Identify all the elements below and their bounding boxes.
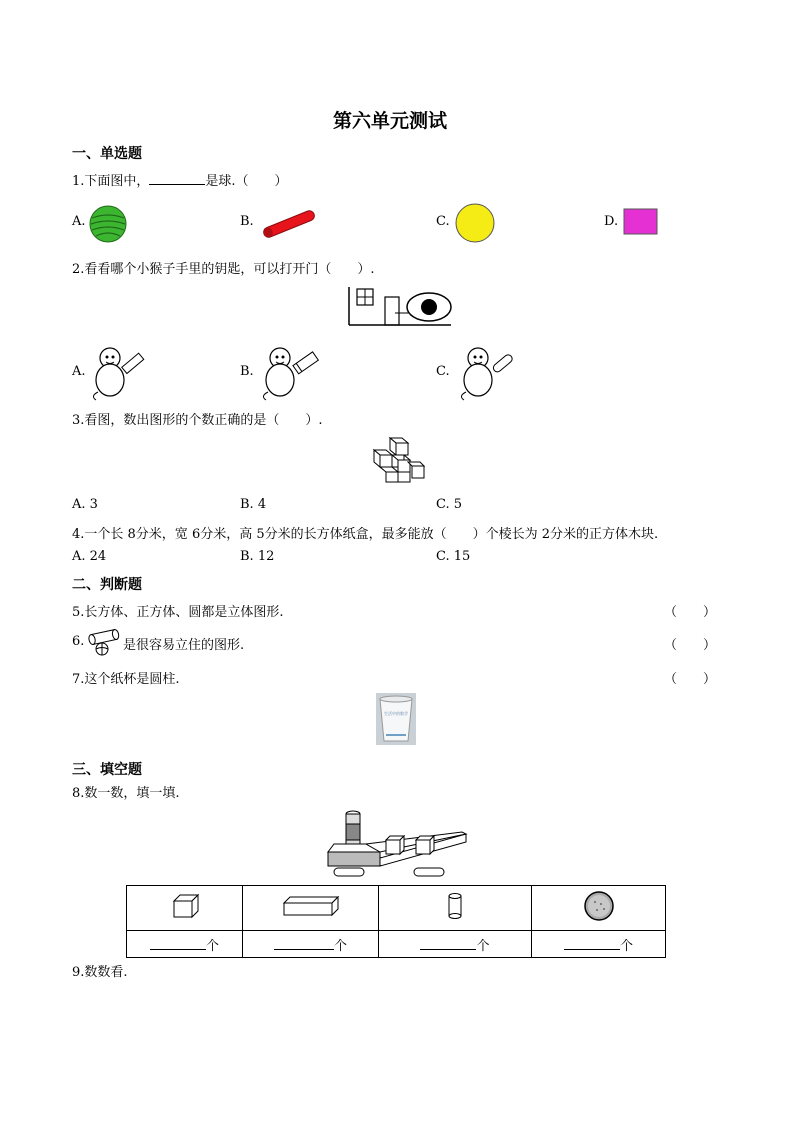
section-heading-3: 三、填空题 — [72, 762, 142, 778]
q3-option-c[interactable]: C. 5 — [436, 497, 463, 512]
question-4: 4.一个长 8分米，宽 6分米，高 5分米的长方体纸盒，最多能放（ ）个棱长为 2分米的正方体木块. — [72, 527, 659, 542]
cuboid-count-unit: 个 — [333, 938, 347, 954]
cell-cube — [127, 886, 243, 931]
red-stick-icon — [258, 206, 320, 242]
question-1-blank[interactable] — [149, 172, 205, 185]
q1-option-b-label: B. — [240, 214, 254, 229]
cube-count-unit: 个 — [205, 938, 219, 954]
magenta-square-icon — [623, 208, 659, 236]
question-7-answer-paren[interactable]: （ ） — [664, 672, 717, 687]
cell-cuboid — [243, 886, 379, 931]
monkey-with-key-icon — [88, 346, 146, 401]
cart-with-shapes-icon — [326, 808, 468, 880]
stacked-cubes-icon — [370, 436, 426, 484]
q1-option-c-label: C. — [436, 214, 450, 229]
question-6-text: 是很容易立住的图形. — [123, 638, 245, 653]
cube-icon — [170, 893, 200, 919]
q4-option-a[interactable]: A. 24 — [72, 549, 107, 564]
door-keyhole-icon — [347, 285, 453, 327]
question-1-text-post: 是球.（ ） — [205, 174, 288, 189]
cylinder-icon — [447, 892, 463, 920]
cube-count — [127, 931, 243, 958]
sphere-count-unit: 个 — [619, 938, 633, 954]
monkey-with-key-icon-3 — [456, 346, 518, 401]
question-5: 5.长方体、正方体、圆都是立体图形. — [72, 605, 284, 620]
question-6-number: 6. — [72, 634, 85, 649]
question-9: 9.数数看. — [72, 965, 128, 980]
q3-option-a[interactable]: A. 3 — [72, 497, 98, 512]
q2-option-c-label: C. — [436, 364, 450, 379]
question-5-answer-paren[interactable]: （ ） — [664, 605, 717, 620]
sphere-count — [532, 931, 666, 958]
q4-option-b[interactable]: B. 12 — [240, 549, 275, 564]
q1-option-a-label: A. — [72, 214, 86, 229]
cuboid-count — [243, 931, 379, 958]
section-heading-2: 二、判断题 — [72, 577, 142, 593]
cuboid-count-blank[interactable] — [274, 937, 334, 950]
section-heading-1: 一、单选题 — [72, 146, 142, 162]
question-3: 3.看图，数出图形的个数正确的是（ ）. — [72, 413, 323, 428]
cylinder-count-unit: 个 — [476, 938, 490, 954]
cylinder-count-blank[interactable] — [420, 937, 476, 950]
question-1-text-pre: 1.下面图中， — [72, 174, 150, 189]
q2-option-a-label: A. — [72, 364, 86, 379]
paper-cup-photo — [376, 693, 416, 745]
question-2: 2.看看哪个小猴子手里的钥匙，可以打开门（ ）. — [72, 262, 375, 277]
q3-option-b[interactable]: B. 4 — [240, 497, 267, 512]
cup-printed-text: 生活中的数学 — [384, 711, 408, 716]
question-8: 8.数一数，填一填. — [72, 786, 180, 801]
cylinder-count — [379, 931, 532, 958]
cell-sphere — [532, 886, 666, 931]
count-table — [126, 885, 666, 958]
sphere-count-blank[interactable] — [564, 937, 620, 950]
sphere-icon — [583, 890, 615, 922]
cylinder-and-ball-icon — [86, 626, 122, 656]
yellow-circle-icon — [454, 202, 496, 244]
cell-cylinder — [379, 886, 532, 931]
q1-option-d-label: D. — [604, 214, 619, 229]
cuboid-icon — [282, 895, 340, 917]
monkey-with-key-icon-2 — [258, 346, 320, 401]
question-1 — [72, 170, 288, 189]
q2-option-b-label: B. — [240, 364, 254, 379]
question-6 — [72, 634, 84, 649]
page-title: 第六单元测试 — [333, 110, 448, 132]
striped-ball-icon — [88, 204, 128, 244]
paper-cup-icon — [376, 693, 416, 745]
question-7: 7.这个纸杯是圆柱. — [72, 672, 180, 687]
q4-option-c[interactable]: C. 15 — [436, 549, 471, 564]
question-6-answer-paren[interactable]: （ ） — [664, 638, 717, 653]
cube-count-blank[interactable] — [150, 937, 206, 950]
